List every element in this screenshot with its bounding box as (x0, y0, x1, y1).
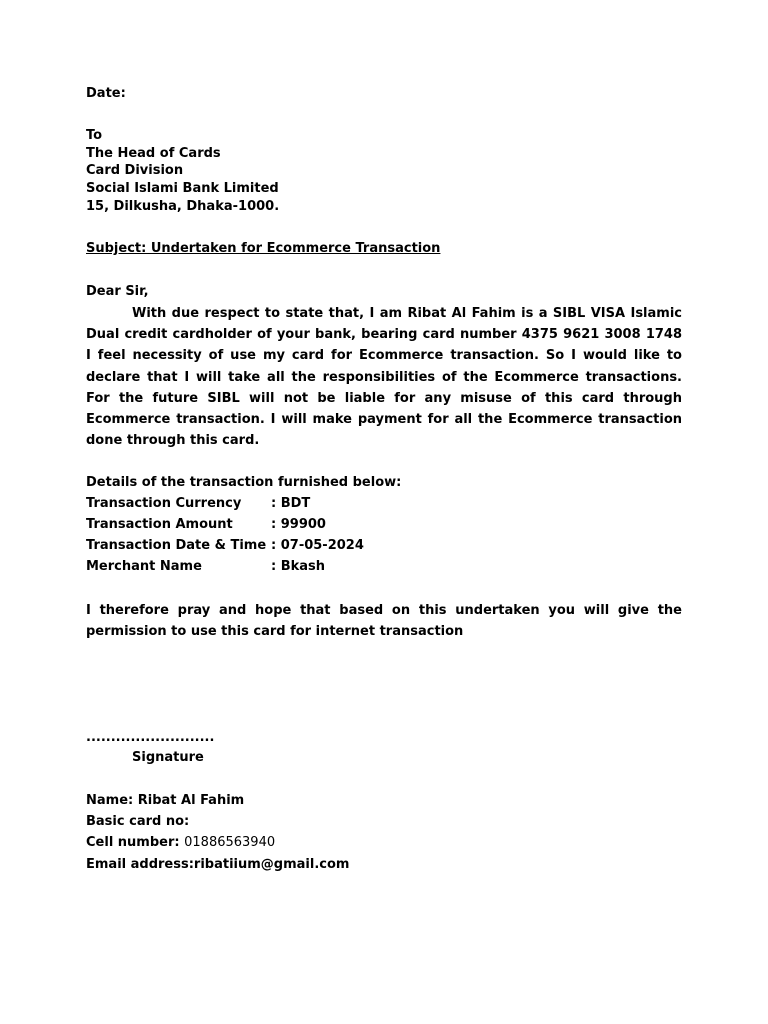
recipient-to: To (86, 128, 103, 143)
cell-label: Cell number: (86, 835, 180, 850)
recipient-line-1: The Head of Cards (86, 146, 221, 161)
detail-row-merchant (86, 559, 325, 575)
details-heading: Details of the transaction furnished below: (86, 475, 402, 490)
detail-label: Transaction Date & Time (86, 538, 267, 553)
subject-line: Subject: Undertaken for Ecommerce Transaction (86, 241, 441, 256)
detail-value: : BDT (271, 496, 311, 511)
detail-value: : 07-05-2024 (271, 538, 364, 553)
body-text: With due respect to state that, I am Ribat Al Fahim is a SIBL VISA Islamic Dual credit cardholder of your bank, bearing card number 4375 9621 3008 1748 I feel necessity of use my card for Ecommerce transaction. So I would like to declare that I will take all the responsibilities of the Ecommerce transactions. For the future SIBL will not be liable for any misuse of this card through Ecommerce transaction. I will make payment for all the Ecommerce transaction done through this card. (86, 306, 682, 449)
date-label: Date: (86, 86, 126, 101)
signature-label: Signature (132, 750, 204, 765)
closing-paragraph: I therefore pray and hope that based on this undertaken you will give the permission to use this card for internet transaction (86, 603, 682, 640)
signature-dots: .......................... (86, 730, 215, 745)
detail-row-date-time (86, 538, 364, 554)
recipient-line-4: 15, Dilkusha, Dhaka-1000. (86, 199, 280, 214)
salutation: Dear Sir, (86, 284, 149, 299)
detail-value: : Bkash (271, 559, 326, 574)
contact-cell (86, 835, 275, 851)
contact-basic-card: Basic card no: (86, 814, 190, 829)
contact-email: Email address:ribatiium@gmail.com (86, 857, 350, 872)
cell-value: 01886563940 (184, 835, 276, 850)
detail-row-amount (86, 517, 326, 533)
recipient-line-2: Card Division (86, 163, 184, 178)
body-paragraph (86, 303, 682, 451)
recipient-line-3: Social Islami Bank Limited (86, 181, 279, 196)
contact-name: Name: Ribat Al Fahim (86, 793, 245, 808)
detail-row-currency (86, 496, 310, 512)
detail-label: Transaction Amount (86, 517, 233, 532)
detail-value: : 99900 (271, 517, 326, 532)
detail-label: Transaction Currency (86, 496, 242, 511)
detail-label: Merchant Name (86, 559, 202, 574)
